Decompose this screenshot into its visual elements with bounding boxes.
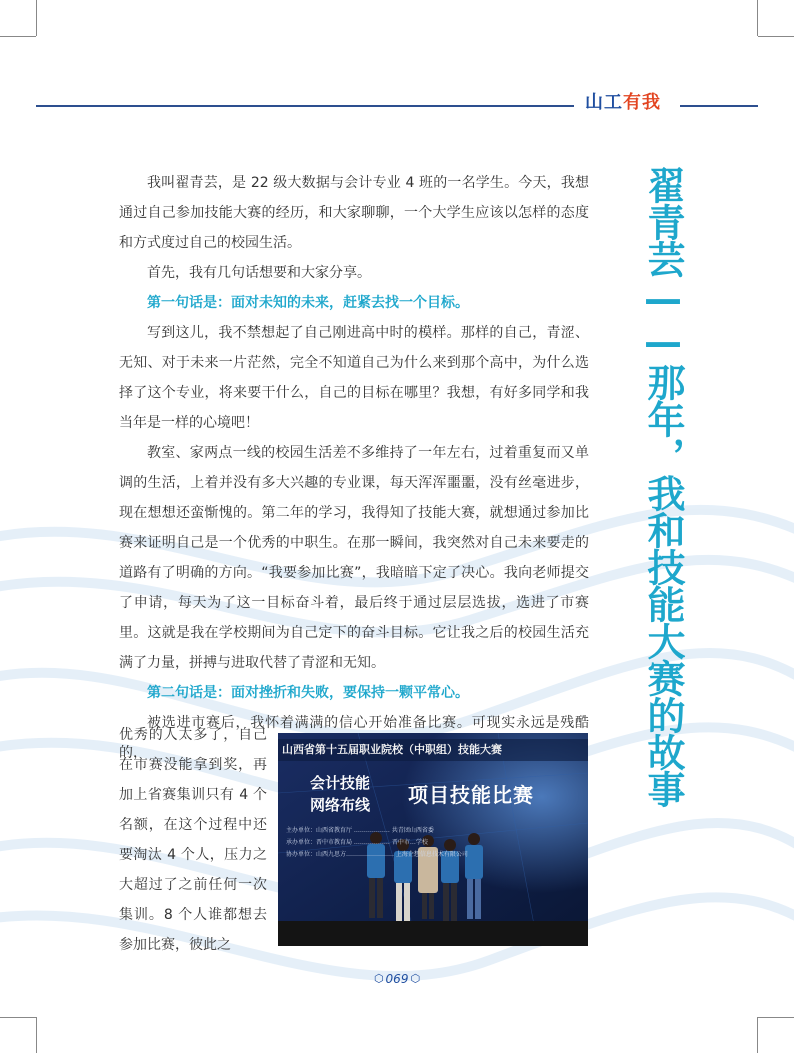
photo-event-line2: 网络布线 [310,796,371,814]
crop-mark-top-right [757,0,758,36]
page-number [0,970,794,987]
paragraph-wrapped-beside-photo: 优秀的人太多了，自己在市赛没能拿到奖，再加上省赛集训只有 4 个名额，在这个过程中还要淘汰 4 个人，压力之大超过了之前任何一次集训。8 个人谁都想去参加比赛，彼此之 [119,727,267,953]
photo-event-main: 项目技能比赛 [408,783,534,807]
highlight-first-sentence: 第一句话是：面对未知的未来，赶紧去找一个目标。 [147,295,469,311]
header-rule-left [36,105,574,107]
article-body [119,168,589,768]
photo-organizer-2: 承办单位：晋中市教育局 ……………… 晋中市…学校 [286,839,428,846]
competition-photo [278,733,588,946]
page-number-value: 069 [385,971,409,986]
hexagon-right-icon: ⬡ [410,971,421,985]
section-header-part1: 山工 [585,92,623,113]
crop-mark-top-right-h [758,36,794,37]
section-header [585,90,661,116]
paragraph-intro: 我叫翟青芸，是 22 级大数据与会计专业 4 班的一名学生。今天，我想通过自己参加技能大赛的经历，和大家聊聊，一个大学生应该以怎样的态度和方式度过自己的校园生活。 [119,175,589,251]
photo-banner-title: 山西省第十五届职业院校（中职组）技能大赛 [282,743,502,756]
photo-event-line1: 会计技能 [310,774,371,792]
hexagon-left-icon: ⬡ [373,971,384,985]
paragraph-share: 首先，我有几句话想要和大家分享。 [147,265,371,281]
crop-mark-top-left [36,0,37,36]
paragraph-memory: 写到这儿，我不禁想起了自己刚进高中时的模样。那样的自己，青涩、无知、对于未来一片茫然，完全不知道自己为什么来到那个高中，为什么选择了这个专业，将来要干什么，自己的目标在哪里？我想，有好多同学和我当年是一样的心境吧！ [119,325,589,431]
paragraph-campus-life: 教室、家两点一线的校园生活差不多维持了一年左右，过着重复而又单调的生活，上着并没有多大兴趣的专业课，每天浑浑噩噩，没有丝毫进步，现在想想还蛮惭愧的。第二年的学习，我得知了技能大赛，就想通过参加比赛来证明自己是一个优秀的中职生。在那一瞬间，我突然对自己未来要走的道路有了明确的方向。“我要参加比赛”，我暗暗下定了决心。我向老师提交了申请，每天为了这一目标奋斗着，最后终于通过层层选拔，选进了市赛里。这就是我在学校期间为自己定下的奋斗目标。它让我之后的校园生活充满了力量，拼搏与进取代替了青涩和无知。 [119,445,589,671]
section-header-part2: 有我 [623,92,661,113]
article-title: 翟青芸——那年，我和技能大赛的故事 [641,166,685,807]
paragraph-city-contest: 被选进市赛后，我怀着满满的信心开始准备比赛。可现实永远是残酷的， [119,715,589,761]
photo-organizer-1: 主办单位：山西省教育厅 ……………… 共青团山西省委 [286,827,434,834]
header-rule-right [680,105,758,107]
crop-mark-top-left-h [0,36,36,37]
highlight-second-sentence: 第二句话是：面对挫折和失败，要保持一颗平常心。 [147,685,469,701]
photo-organizer-3: 协办单位：山西九思方…………………… 上海企想信息技术有限公司 [286,851,468,858]
